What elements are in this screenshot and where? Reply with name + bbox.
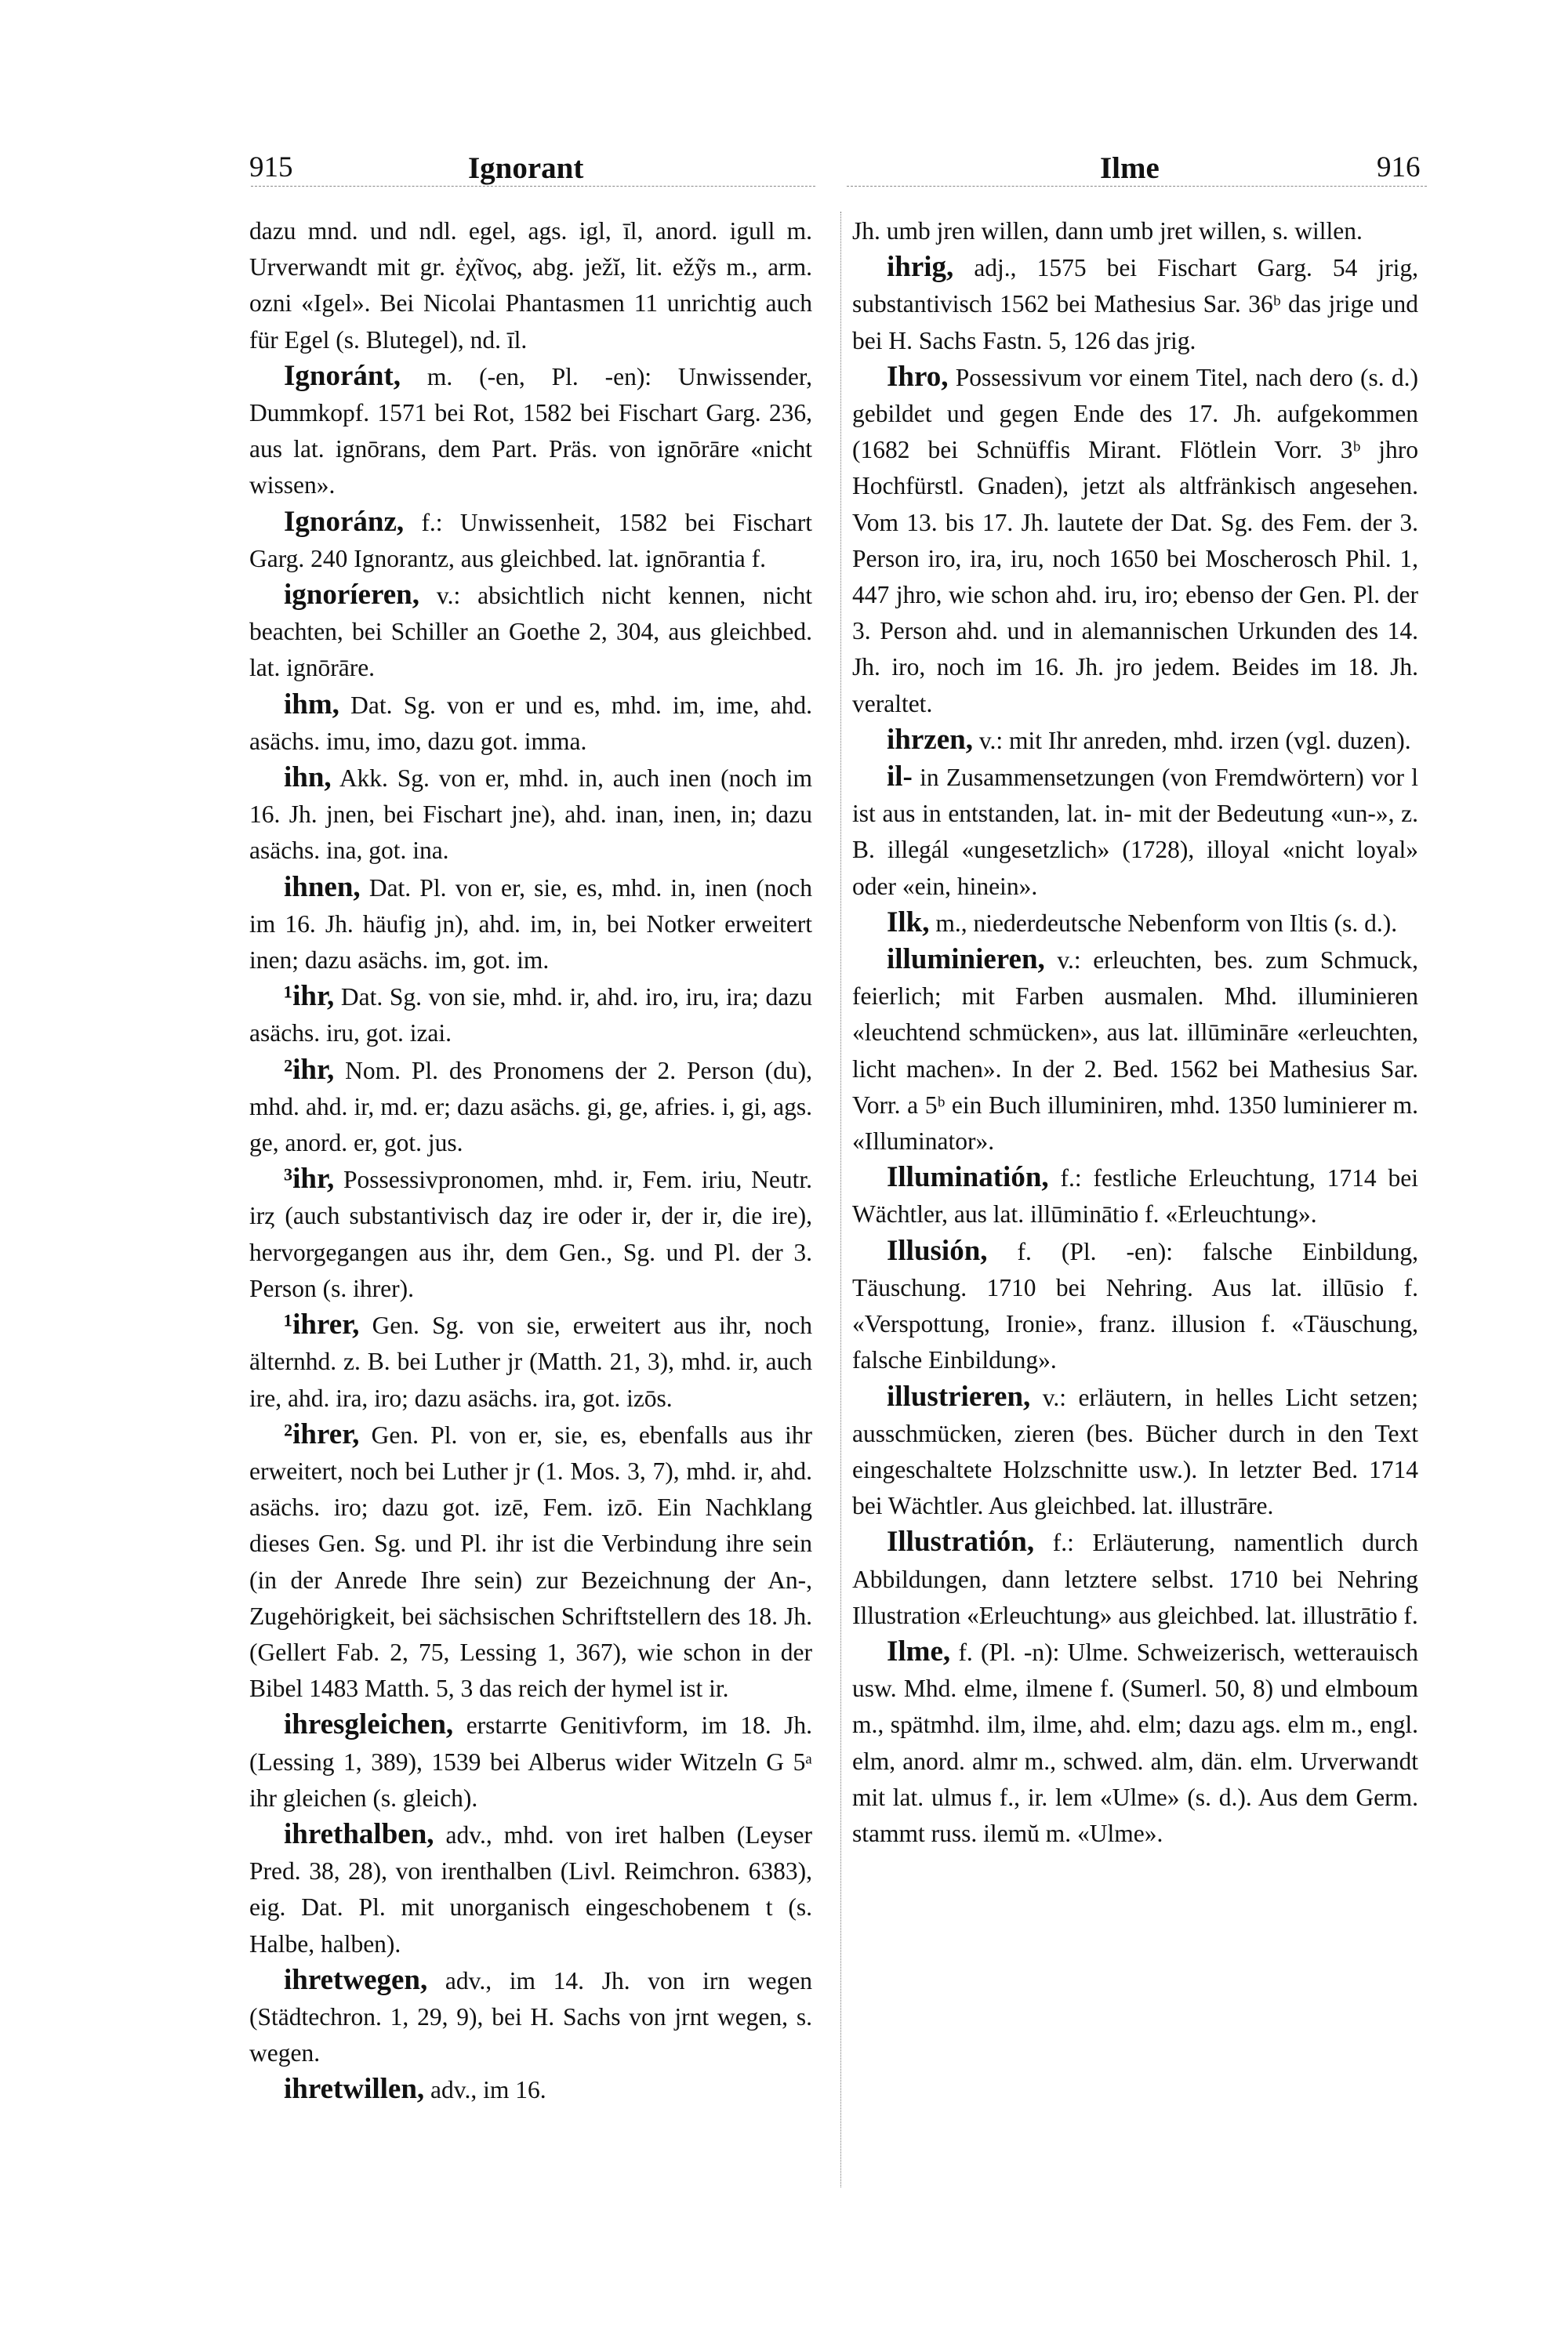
running-head-left: Ignorant xyxy=(468,151,584,185)
running-head-right: Ilme xyxy=(1100,151,1160,185)
column-divider xyxy=(840,212,841,2187)
entry-text: f.: Unwissenheit, 1582 bei Fischart Garg. 240 Ignorantz, aus gleichbed. lat. ignōrantia f. xyxy=(249,508,812,572)
entry-text: f.: Erläuterung, namentlich durch Abbildungen, dann letztere selbst. 1710 bei Nehring Illustration «Erleuchtung» aus gleichbed. lat. illustrātio f. xyxy=(852,1529,1418,1629)
entry-headword: ihresgleichen, xyxy=(284,1708,454,1741)
dictionary-entry xyxy=(249,1417,812,1708)
dictionary-entry xyxy=(249,1307,812,1417)
dictionary-entry xyxy=(249,869,812,979)
dictionary-entry xyxy=(249,978,812,1051)
entry-headword: Ignoránz, xyxy=(284,505,405,538)
entry-headword: ihn, xyxy=(284,761,332,794)
dictionary-entry xyxy=(249,213,812,358)
entry-text: f.: festliche Erleuchtung, 1714 bei Wächtler, aus lat. illūminātio f. «Erleuchtung». xyxy=(852,1164,1418,1229)
entry-headword: ihretwegen, xyxy=(284,1963,428,1996)
entry-text: Possessivpronomen, mhd. ir, Fem. iriu, Neutr. irȥ (auch substantivisch daȥ ire oder ir, der ir, die ire), hervorgegangen aus ihr, dem Gen., Sg. und Pl. der 3. Person (s. ihrer). xyxy=(249,1166,813,1302)
dictionary-entry xyxy=(852,722,1418,759)
entry-text: adj., 1575 bei Fischart Garg. 54 jrig, substantivisch 1562 bei Mathesius Sar. 36ᵇ das jrige und bei H. Sachs Fastn. 5, 126 das jrig. xyxy=(852,254,1419,354)
entry-text: adv., mhd. von iret halben (Leyser Pred. 38, 28), von irenthalben (Livl. Reimchron. 6383), eig. Dat. Pl. mit unorganisch eingeschobenem t (s. Halbe, halben). xyxy=(249,1820,812,1958)
entry-headword: ¹ihrer, xyxy=(284,1308,360,1341)
dictionary-entry xyxy=(852,249,1418,359)
dictionary-entry xyxy=(249,2071,812,2108)
entry-text: adv., im 14. Jh. von irn wegen (Städtechron. 1, 29, 9), bei H. Sachs von jrnt wegen, s. wegen. xyxy=(249,1966,812,2067)
entry-headword: Ignoránt, xyxy=(284,359,401,392)
entry-text: in Zusammensetzungen (von Fremdwörtern) vor l ist aus in entstanden, lat. in- mit der Bedeutung «un-», z. B. illegál «ungesetzlich» (1728), illoyal «nicht loyal» oder «ein, hinein». xyxy=(852,764,1418,900)
dictionary-entry xyxy=(249,504,812,577)
entry-headword: il- xyxy=(887,760,913,793)
entry-headword: Illuminatión, xyxy=(887,1161,1049,1194)
header-rule-right xyxy=(847,186,1427,187)
dictionary-entry xyxy=(249,1161,812,1307)
dictionary-entry xyxy=(249,1817,812,1962)
entry-text: v.: erleuchten, bes. zum Schmuck, feierlich; mit Farben ausmalen. Mhd. illuminieren «leuchtend schmücken», aus lat. illūmināre «erleuchten, licht machen». In der 2. Bed. 1562 bei Mathesius Sar. Vorr. a 5ᵇ ein Buch illuminiren, mhd. 1350 luminierer m. «Illuminator». xyxy=(852,946,1418,1156)
page-number-left: 915 xyxy=(249,151,293,183)
entry-text: Possessivum vor einem Titel, nach dero (s. d.) gebildet und gegen Ende des 17. Jh. aufgekommen (1682 bei Schnüffis Mirant. Flötlein Vorr. 3ᵇ jhro Hochfürstl. Gnaden), jetzt als altfränkisch angesehen. Vom 13. bis 17. Jh. lautete der Dat. Sg. des Fem. der 3. Person iro, ira, iru, noch 1650 bei Moscherosch Phil. 1, 447 jhro, wie schon ahd. iru, iro; ebenso der Gen. Pl. der 3. Person ahd. und in alemannischen Urkunden des 14. Jh. iro, noch im 16. Jh. jro jedem. Beides im 18. Jh. veraltet. xyxy=(852,363,1419,717)
dictionary-entry xyxy=(249,1052,812,1162)
entry-text: f. (Pl. -en): falsche Einbildung, Täuschung. 1710 bei Nehring. Aus lat. illūsio f. «Verspottung, Ironie», franz. illusion f. «Täuschung, falsche Einbildung». xyxy=(852,1237,1418,1374)
entry-headword: illuminieren, xyxy=(887,943,1045,976)
entry-text: adv., im 16. xyxy=(430,2076,546,2104)
entry-text: Gen. Sg. von sie, erweitert aus ihr, noch älternhd. z. B. bei Luther jr (Matth. 21, 3), mhd. ir, auch ire, ahd. ira, iro; dazu asächs. ira, got. izōs. xyxy=(249,1312,812,1412)
entry-text: Dat. Sg. von sie, mhd. ir, ahd. iro, iru, ira; dazu asächs. iru, got. izai. xyxy=(249,983,813,1047)
entry-text: m., niederdeutsche Nebenform von Iltis (s. d.). xyxy=(935,909,1398,937)
entry-text: Gen. Pl. von er, sie, es, ebenfalls aus ihr erweitert, noch bei Luther jr (1. Mos. 3, 7), mhd. ir, ahd. asächs. iro; dazu got. izē, Fem. izō. Ein Nachklang dieses Gen. Sg. und Pl. ihr ist die Verbindung ihre sein (in der Anrede Ihre sein) zur Bezeichnung der An-, Zugehörigkeit, bei sächsischen Schriftstellern des 18. Jh. (Gellert Fab. 2, 75, Lessing 1, 367), wie schon in der Bibel 1483 Matth. 5, 3 das reich der hymel ist ir. xyxy=(249,1421,812,1703)
dictionary-entry xyxy=(852,1379,1418,1525)
entry-headword: Ilme, xyxy=(887,1635,951,1668)
dictionary-entry xyxy=(249,577,812,687)
entry-text: m. (-en, Pl. -en): Unwissender, Dummkopf. 1571 bei Rot, 1582 bei Fischart Garg. 236, aus lat. ignōrans, dem Part. Präs. von ignōrāre «nicht wissen». xyxy=(249,362,812,499)
entry-headword: Ilk, xyxy=(887,906,930,938)
dictionary-entry xyxy=(852,1160,1418,1232)
entry-headword: ihretwillen, xyxy=(284,2073,425,2106)
entry-headword: ihrig, xyxy=(887,251,954,284)
entry-headword: ignoríeren, xyxy=(284,579,419,612)
entry-headword: ³ihr, xyxy=(284,1163,335,1196)
entry-text: f. (Pl. -n): Ulme. Schweizerisch, wetterauisch usw. Mhd. elme, ilmene f. (Sumerl. 50, 8) und elmboum m., spätmhd. ilm, ilme, ahd. elm; dazu ags. elm m., engl. elm, anord. almr m., schwed. alm, dän. elm. Urverwandt mit lat. ulmus f., ir. lem «Ulme» (s. d.). Aus dem Germ. stammt russ. ilemŭ m. «Ulme». xyxy=(852,1638,1418,1847)
header-rule-left xyxy=(251,186,815,187)
dictionary-entry xyxy=(249,1962,812,2072)
entry-headword: illustrieren, xyxy=(887,1380,1031,1413)
entry-headword: ¹ihr, xyxy=(284,980,335,1013)
entry-text: Akk. Sg. von er, mhd. in, auch inen (noch im 16. Jh. jnen, bei Fischart jne), ahd. inan, inen, in; dazu asächs. ina, got. ina. xyxy=(249,764,813,865)
dictionary-entry xyxy=(852,1233,1418,1379)
dictionary-entry xyxy=(852,942,1418,1160)
dictionary-entry xyxy=(852,359,1418,722)
entry-text: Dat. Sg. von er und es, mhd. im, ime, ahd. asächs. imu, imo, dazu got. imma. xyxy=(249,691,812,755)
entry-text: Jh. umb jren willen, dann umb jret willen, s. willen. xyxy=(852,217,1363,245)
entry-text: dazu mnd. und ndl. egel, ags. igl, īl, anord. igull m. Urverwandt mit gr. ἐχῖνος, abg. ježĭ, lit. ežỹs m., arm. ozni «Igel». Bei Nicolai Phantasmen 11 unrichtig auch für Egel (s. Blutegel), nd. īl. xyxy=(249,217,812,354)
entry-text: erstarrte Genitivform, im 18. Jh. (Lessing 1, 389), 1539 bei Alberus wider Witzeln G 5ᵃ ihr gleichen (s. gleich). xyxy=(249,1711,813,1812)
entry-text: v.: mit Ihr anreden, mhd. irzen (vgl. duzen). xyxy=(978,726,1411,754)
dictionary-entry xyxy=(852,1634,1418,1852)
left-column xyxy=(249,213,812,2109)
entry-text: v.: absichtlich nicht kennen, nicht beachten, bei Schiller an Goethe 2, 304, aus gleichbed. lat. ignōrāre. xyxy=(249,582,812,682)
entry-text: v.: erläutern, in helles Licht setzen; ausschmücken, zieren (bes. Bücher durch in den Text eingeschaltete Holzschnitte usw.). In letzter Bed. 1714 bei Wächtler. Aus gleichbed. lat. illustrāre. xyxy=(852,1383,1418,1520)
entry-headword: ²ihr, xyxy=(284,1053,335,1086)
dictionary-entry xyxy=(249,760,812,869)
entry-headword: ihm, xyxy=(284,688,339,720)
entry-headword: Ihro, xyxy=(887,360,949,393)
entry-headword: Illustratión, xyxy=(887,1526,1035,1559)
dictionary-entry xyxy=(249,1707,812,1817)
dictionary-entry xyxy=(852,759,1418,905)
entry-headword: ihnen, xyxy=(284,870,361,903)
entry-headword: Illusión, xyxy=(887,1234,988,1267)
entry-text: Nom. Pl. des Pronomens der 2. Person (du), mhd. ahd. ir, md. er; dazu asächs. gi, ge, afries. i, gi, ags. ge, anord. er, got. jus. xyxy=(249,1056,812,1157)
entry-headword: ihrzen, xyxy=(887,723,973,756)
dictionary-entry xyxy=(249,358,812,504)
dictionary-entry xyxy=(249,687,812,760)
right-column xyxy=(852,213,1418,1852)
dictionary-entry xyxy=(852,1524,1418,1634)
dictionary-entry xyxy=(852,213,1418,249)
dictionary-entry xyxy=(852,905,1418,942)
entry-headword: ihrethalben, xyxy=(284,1817,434,1850)
entry-text: Dat. Pl. von er, sie, es, mhd. in, inen (noch im 16. Jh. häufig jn), ahd. im, in, bei Notker erweitert inen; dazu asächs. im, got. im. xyxy=(249,873,813,975)
entry-headword: ²ihrer, xyxy=(284,1417,360,1450)
page-number-right: 916 xyxy=(1377,151,1421,183)
